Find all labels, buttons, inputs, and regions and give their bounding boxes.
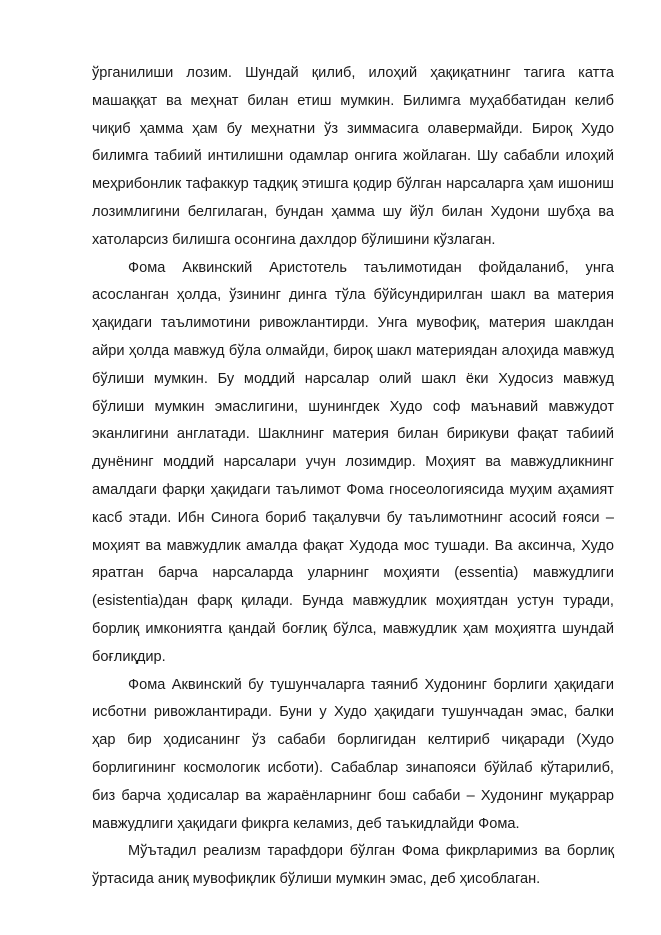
paragraph-1: ўрганилиши лозим. Шундай қилиб, илоҳий ҳақиқатнинг тагига катта машаққат ва меҳнат билан етиш мумкин. Билимга муҳаббатидан келиб чиқиб ҳамма ҳам бу меҳнатни ўз зиммасига олавермайди. Бироқ Худо билимга табиий интилишни одамлар онгига жойлаган. Шу сабабли илоҳий меҳрибонлик тафаккур тадқиқ этишга қодир бўлган нарсаларга ҳам ишониш лозимлигини белгилаган, бундан ҳамма шу йўл билан Худони шубҳа ва хатоларсиз билишга осонгина дахлдор бўлишини кўзлаган. [92, 65, 614, 248]
paragraph-2: Фома Аквинский Аристотель таълимотидан фойдаланиб, унга асосланган ҳолда, ўзининг динга тўла бўйсундирилган шакл ва материя ҳақидаги таълимотини ривожлантирди. Унга мувофиқ, материя шаклдан айри ҳолда мавжуд бўла олмайди, бироқ шакл материядан алоҳида мавжуд бўлиши мумкин. Бу моддий нарсалар олий шакл ёки Худосиз мавжуд бўлиши мумкин эмаслигини, шунингдек Худо соф маънавий мавжудот эканлигини англатади. Шаклнинг материя билан бирикуви фақат табиий дунёнинг моддий нарсалари учун лозимдир. Моҳият ва мавжудликнинг амалдаги фарқи ҳақидаги таълимот Фома гносеологиясида муҳим аҳамият касб этади. Ибн Синога бориб тақалувчи бу таълимотнинг асосий ғояси – моҳият ва мавжудлик амалда фақат Худода мос тушади. Ва аксинча, Худо яратган барча нарсаларда уларнинг моҳияти (essentia) мавжудлиги (esistentia)дан фарқ қилади. Бунда мавжудлик моҳиятдан устун туради, борлиқ имкониятга қандай боғлиқ бўлса, мавжудлик ҳам моҳиятга шундай боғлиқдир. [92, 259, 614, 665]
document-page [92, 60, 614, 894]
paragraph-3: Фома Аквинский бу тушунчаларга таяниб Худонинг борлиги ҳақидаги исботни ривожлантиради. Буни у Худо ҳақидаги тушунчадан эмас, балки ҳар бир ҳодисанинг ўз сабаби борлигидан келтириб чиқаради (Худо борлигининг космологик исботи). Сабаблар зинапояси бўйлаб кўтарилиб, биз барча ҳодисалар ва жараёнларнинг бош сабаби – Худонинг муқаррар мавжудлиги ҳақидаги фикрга келамиз, деб таъкидлайди Фома. [92, 676, 614, 832]
paragraph-4: Мўътадил реализм тарафдори бўлган Фома фикрларимиз ва борлиқ ўртасида аниқ мувофиқлик бўлиши мумкин эмас, деб ҳисоблаган. [92, 843, 614, 888]
